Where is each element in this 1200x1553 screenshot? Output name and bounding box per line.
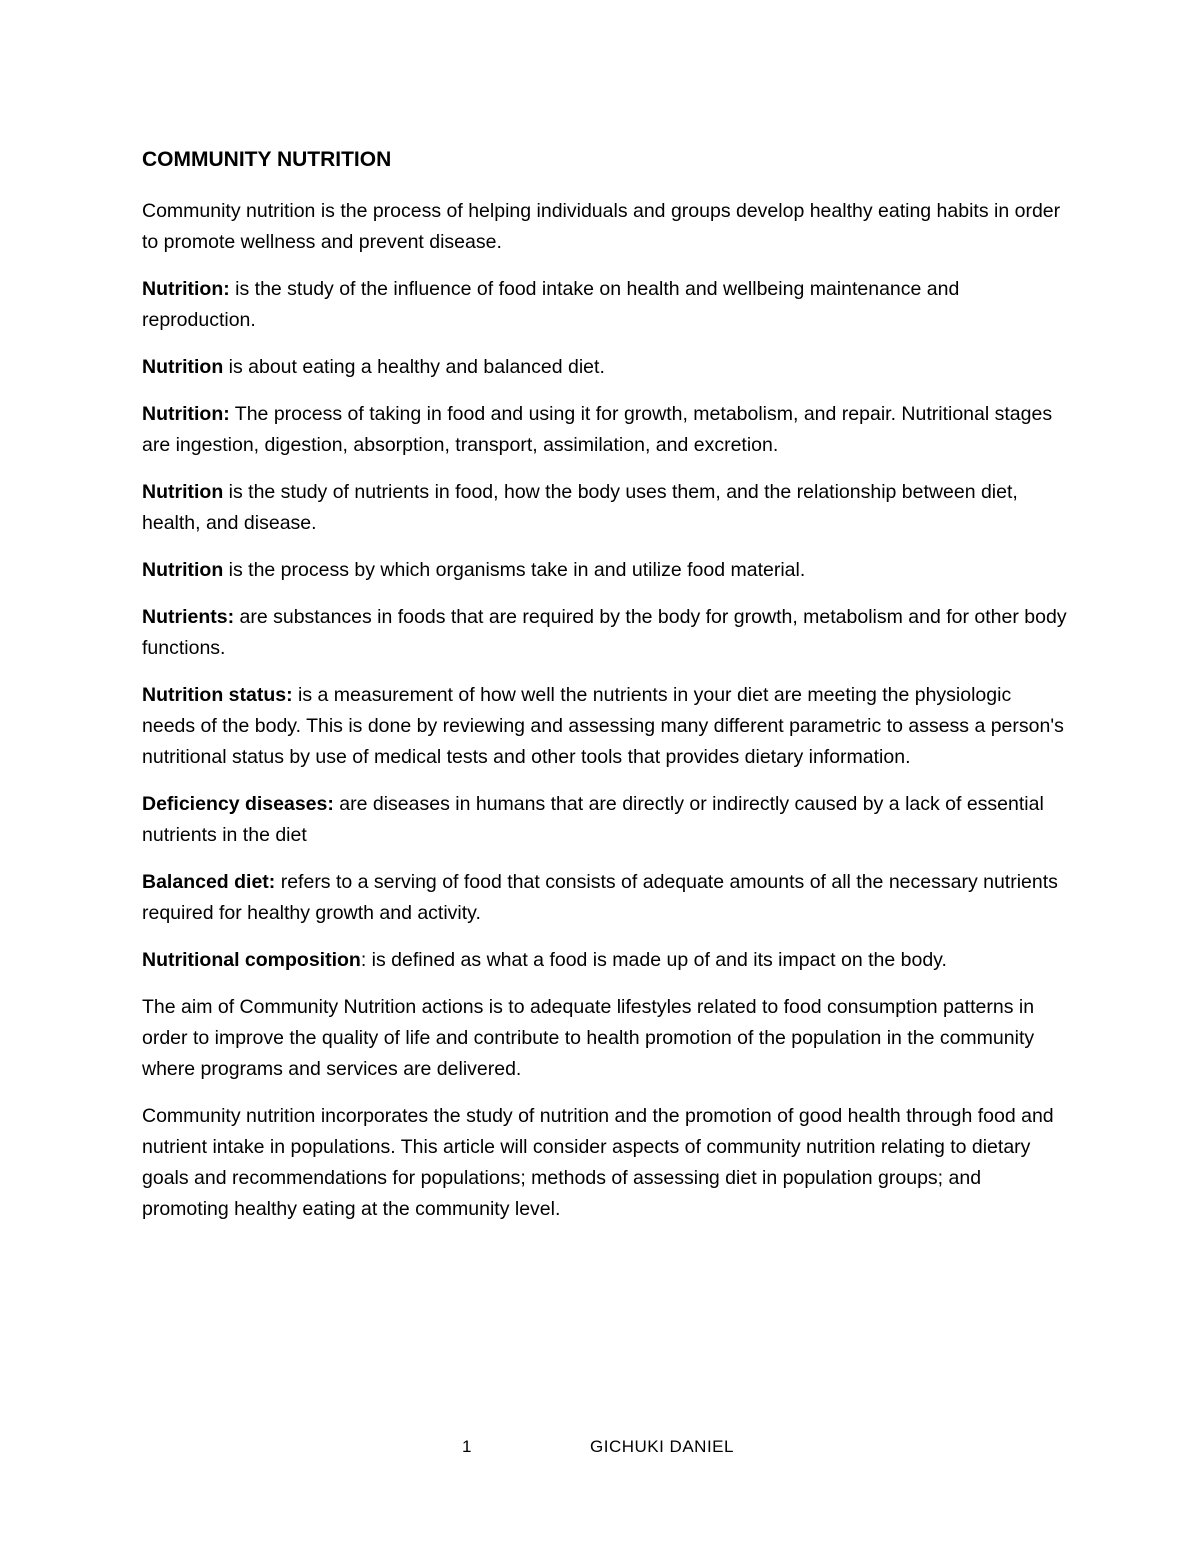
paragraph-definition [142, 789, 1067, 851]
paragraph-text: is about eating a healthy and balanced diet. [223, 356, 605, 378]
paragraph-term: Nutrition [142, 356, 224, 378]
paragraph-text: The process of taking in food and using it for growth, metabolism, and repair. Nutritional stages are ingestion, digestion, absorption, transport, assimilation, and excretion. [142, 403, 1053, 456]
footer-author: GICHUKI DANIEL [590, 1437, 734, 1456]
paragraph-definition [142, 602, 1067, 664]
paragraph-text: are diseases in humans that are directly or indirectly caused by a lack of essential nutrients in the diet [142, 793, 1044, 846]
paragraph-definition [142, 555, 1067, 586]
paragraph-term: Nutrition [142, 481, 224, 503]
paragraph-definition [142, 945, 1067, 976]
paragraph-text: is the study of nutrients in food, how the body uses them, and the relationship between diet, health, and disease. [142, 481, 1018, 534]
paragraph-term: Nutrition: [142, 278, 230, 300]
paragraph-term: Nutrition: [142, 403, 230, 425]
paragraph-intro [142, 196, 1067, 258]
paragraph-definition [142, 477, 1067, 539]
paragraph-text: refers to a serving of food that consists of adequate amounts of all the necessary nutrients required for healthy growth and activity. [142, 871, 1058, 924]
paragraph-conclusion [142, 1101, 1067, 1225]
paragraph-term: Balanced diet: [142, 871, 276, 893]
paragraph-text: : is defined as what a food is made up of and its impact on the body. [360, 949, 947, 971]
paragraph-term: Nutrition [142, 559, 224, 581]
paragraph-definition [142, 274, 1067, 336]
document-body [142, 143, 1067, 1241]
paragraph-text: is a measurement of how well the nutrients in your diet are meeting the physiologic needs of the body. This is done by reviewing and assessing many different parametric to assess a person's nutritional status by use of medical tests and other tools that provides dietary information. [142, 684, 1064, 768]
paragraph-text: is the study of the influence of food intake on health and wellbeing maintenance and reproduction. [142, 278, 960, 331]
document-title: COMMUNITY NUTRITION [142, 148, 392, 171]
paragraph-text: The aim of Community Nutrition actions is to adequate lifestyles related to food consumption patterns in order to improve the quality of life and contribute to health promotion of the population in the community where programs and services are delivered. [142, 996, 1035, 1080]
paragraph-text: Community nutrition is the process of helping individuals and groups develop healthy eating habits in order to promote wellness and prevent disease. [142, 200, 1061, 253]
paragraph-text: Community nutrition incorporates the study of nutrition and the promotion of good health through food and nutrient intake in populations. This article will consider aspects of community nutrition relating to dietary goals and recommendations for populations; methods of assessing diet in population groups; and promoting healthy eating at the community level. [142, 1105, 1054, 1220]
paragraph-text: is the process by which organisms take in and utilize food material. [223, 559, 806, 581]
paragraph-definition [142, 399, 1067, 461]
page-footer [0, 1433, 1200, 1461]
paragraph-term: Nutrition status: [142, 684, 293, 706]
page-number: 1 [462, 1437, 472, 1456]
paragraph-text: are substances in foods that are required by the body for growth, metabolism and for other body functions. [142, 606, 1067, 659]
paragraph-definition [142, 867, 1067, 929]
paragraph-definition [142, 352, 1067, 383]
paragraph-term: Nutritional composition [142, 949, 361, 971]
paragraph-aim [142, 992, 1067, 1085]
paragraph-definition [142, 680, 1067, 773]
paragraph-term: Deficiency diseases: [142, 793, 334, 815]
paragraph-term: Nutrients: [142, 606, 235, 628]
